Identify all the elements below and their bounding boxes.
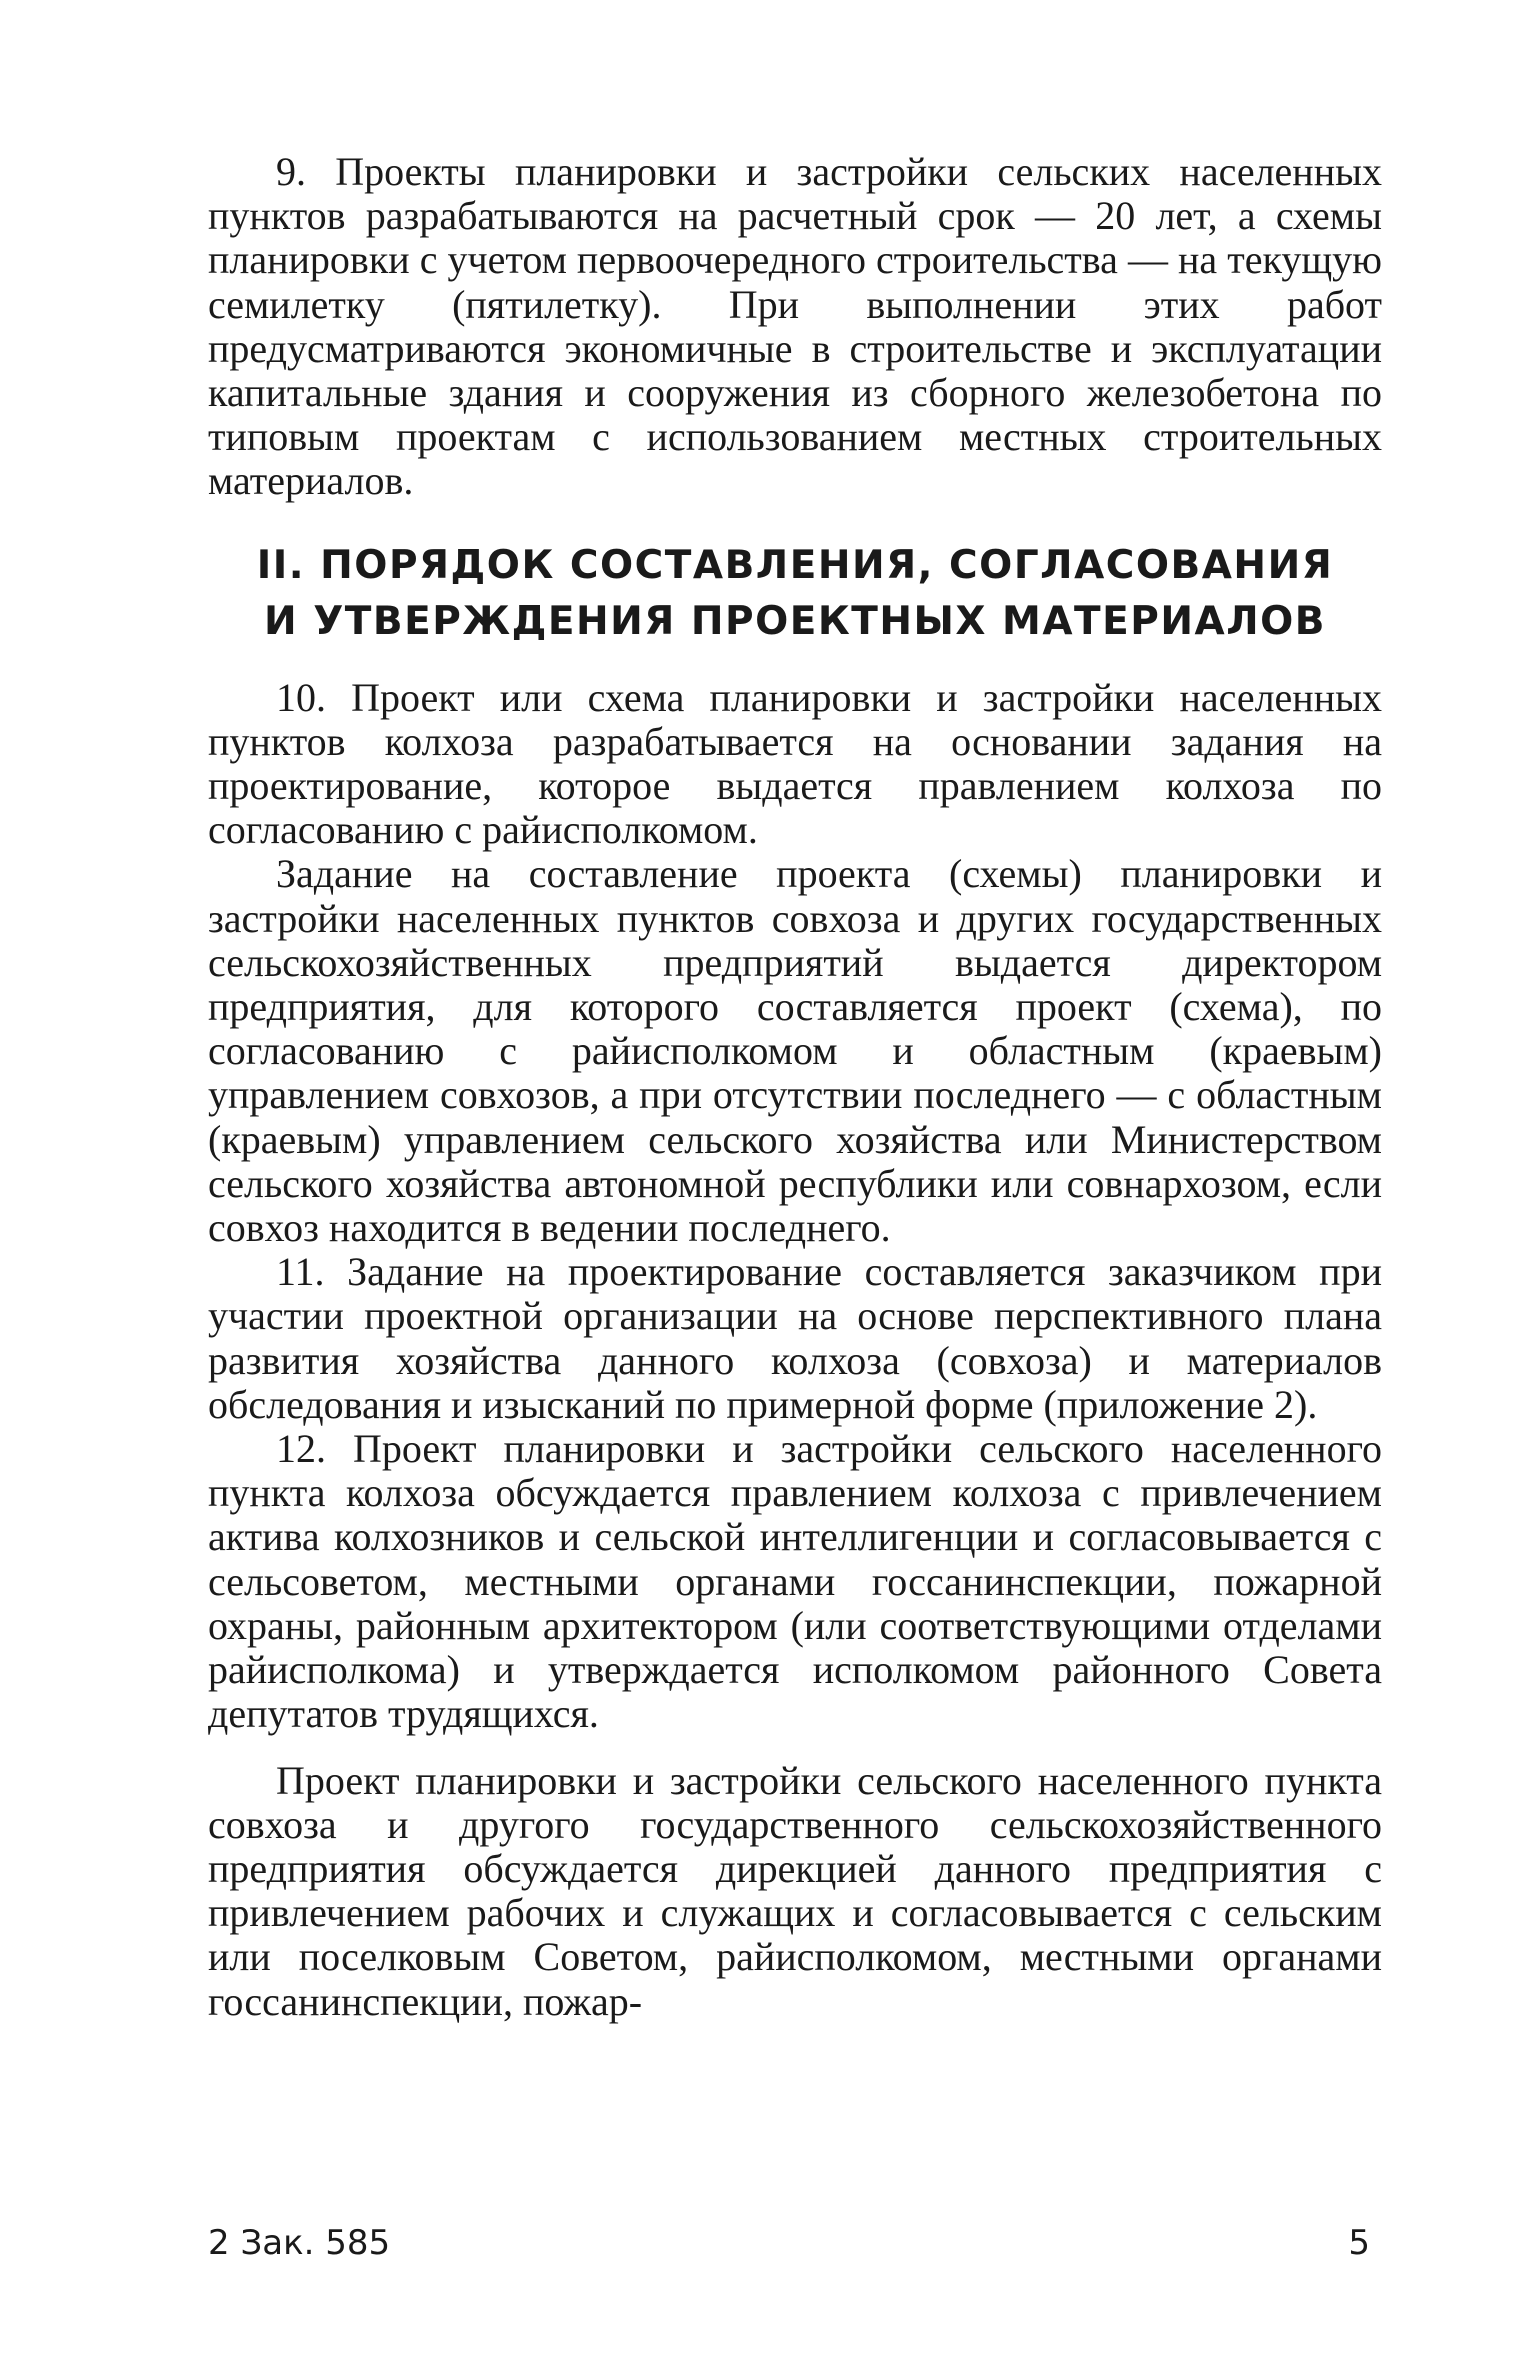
paragraph-12: 12. Проект планировки и застройки сельского населенного пункта колхоза обсуждается правлением колхоза с привлечением актива колхозников и сельской интеллигенции и согласовывается с сельсоветом, местными органами госсанинспекции, пожарной охраны, районным архитектором (или соответствующими отделами райисполкома) и утверждается исполкомом районного Совета депутатов трудящихся. [208, 1426, 1382, 1737]
page-body [208, 150, 1382, 2024]
page-number: 5 [1348, 2223, 1370, 2263]
paragraph-10-continued: Задание на составление проекта (схемы) планировки и застройки населенных пунктов совхоза и других государственных сельскохозяйственных предприятий выдается директором предприятия, для которого составляется проект (схема), по согласованию с райисполкомом и областным (краевым) управлением совхозов, а при отсутствии последнего — с областным (краевым) управлением сельского хозяйства или Министерством сельского хозяйства автономной республики или совнархозом, если совхоз находится в ведении последнего. [208, 851, 1382, 1251]
section-heading-line-1: II. ПОРЯДОК СОСТАВЛЕНИЯ, СОГЛАСОВАНИЯ [256, 542, 1334, 588]
paragraph-10: 10. Проект или схема планировки и застройки населенных пунктов колхоза разрабатывается на основании задания на проектирование, которое выдается правлением колхоза по согласованию с райисполкомом. [208, 674, 1382, 853]
section-heading-line-2: И УТВЕРЖДЕНИЯ ПРОЕКТНЫХ МАТЕРИАЛОВ [264, 598, 1326, 644]
paragraph-gap [208, 1737, 1382, 1759]
paragraph-9: 9. Проекты планировки и застройки сельских населенных пунктов разрабатываются на расчетный срок — 20 лет, а схемы планировки с учетом первоочередного строительства — на текущую семилетку (пятилетку). При выполнении этих работ предусматриваются экономичные в строительстве и эксплуатации капитальные здания и сооружения из сборного железобетона по типовым проектам с использованием местных строительных материалов. [208, 149, 1382, 504]
paragraph-11: 11. Задание на проектирование составляется заказчиком при участии проектной организации на основе перспективного плана развития хозяйства данного колхоза (совхоза) и материалов обследования и изысканий по примерной форме (приложение 2). [208, 1249, 1382, 1427]
paragraph-12-continued: Проект планировки и застройки сельского населенного пункта совхоза и другого государственного сельскохозяйственного предприятия обсуждается дирекцией данного предприятия с привлечением рабочих и служащих и согласовывается с сельским или поселковым Советом, райисполкомом, местными органами госсанинспекции, пожар- [208, 1757, 1382, 2024]
section-heading [208, 538, 1382, 650]
printer-signature: 2 Зак. 585 [208, 2223, 391, 2263]
